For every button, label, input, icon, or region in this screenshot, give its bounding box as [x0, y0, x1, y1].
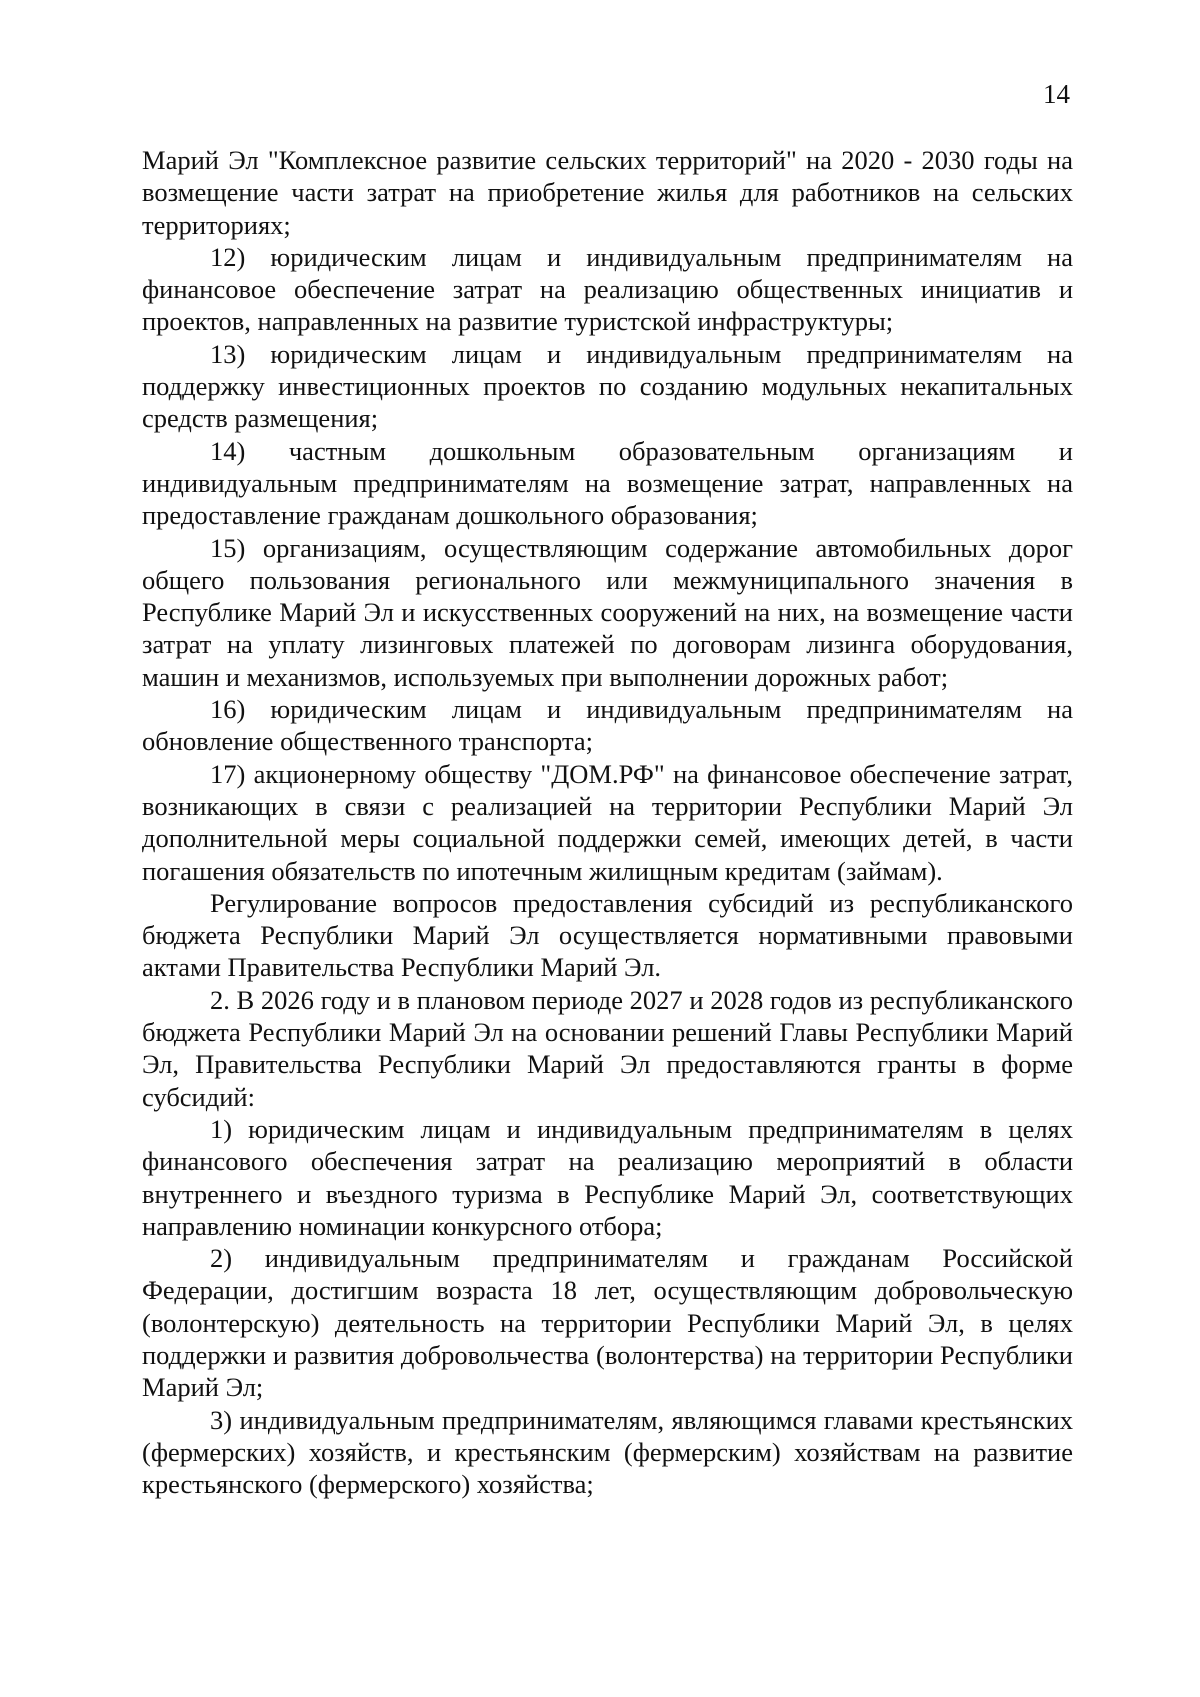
list-item-13: 13) юридическим лицам и индивидуальным предпринимателям на поддержку инвестиционных проектов по созданию модульных некапитальных средств размещения;	[142, 338, 1073, 434]
list-item-17: 17) акционерному обществу "ДОМ.РФ" на финансовое обеспечение затрат, возникающих в связи с реализацией на территории Республики Марий Эл дополнительной меры социальной поддержки семей, имеющих детей, в части погашения обязательств по ипотечным жилищным кредитам (займам).	[142, 758, 1073, 886]
list-item-14: 14) частным дошкольным образовательным организациям и индивидуальным предпринимателям на возмещение затрат, направленных на предоставление гражданам дошкольного образования;	[142, 435, 1073, 531]
regulation-paragraph: Регулирование вопросов предоставления субсидий из республиканского бюджета Республики Марий Эл осуществляется нормативными правовыми актами Правительства Республики Марий Эл.	[142, 887, 1073, 983]
page-number: 14	[1043, 79, 1070, 109]
paragraph-continuation: Марий Эл "Комплексное развитие сельских территорий" на 2020 - 2030 годы на возмещение части затрат на приобретение жилья для работников на сельских территориях;	[142, 145, 1073, 240]
grant-item-3: 3) индивидуальным предпринимателям, являющимся главами крестьянских (фермерских) хозяйств, и крестьянским (фермерским) хозяйствам на развитие крестьянского (фермерского) хозяйства;	[142, 1404, 1073, 1500]
grant-item-1: 1) юридическим лицам и индивидуальным предпринимателям в целях финансового обеспечения затрат на реализацию мероприятий в области внутреннего и въездного туризма в Республике Марий Эл, соответствующих направлению номинации конкурсного отбора;	[142, 1113, 1073, 1241]
list-item-12: 12) юридическим лицам и индивидуальным предпринимателям на финансовое обеспечение затрат на реализацию общественных инициатив и проектов, направленных на развитие туристской инфраструктуры;	[142, 241, 1073, 337]
document-body	[142, 144, 1073, 1500]
list-item-16: 16) юридическим лицам и индивидуальным предпринимателям на обновление общественного транспорта;	[142, 694, 1073, 757]
grant-item-2: 2) индивидуальным предпринимателям и гражданам Российской Федерации, достигшим возраста 18 лет, осуществляющим добровольческую (волонтерскую) деятельность на территории Республики Марий Эл, в целях поддержки и развития добровольчества (волонтерства) на территории Республики Марий Эл;	[142, 1243, 1073, 1403]
list-item-15: 15) организациям, осуществляющим содержание автомобильных дорог общего пользования регионального или межмуниципального значения в Республике Марий Эл и искусственных сооружений на них, на возмещение части затрат на уплату лизинговых платежей по договорам лизинга оборудования, машин и механизмов, используемых при выполнении дорожных работ;	[142, 532, 1073, 692]
section-2-paragraph: 2. В 2026 году и в плановом периоде 2027 и 2028 годов из республиканского бюджета Республики Марий Эл на основании решений Главы Республики Марий Эл, Правительства Республики Марий Эл предоставляются гранты в форме субсидий:	[142, 984, 1073, 1112]
